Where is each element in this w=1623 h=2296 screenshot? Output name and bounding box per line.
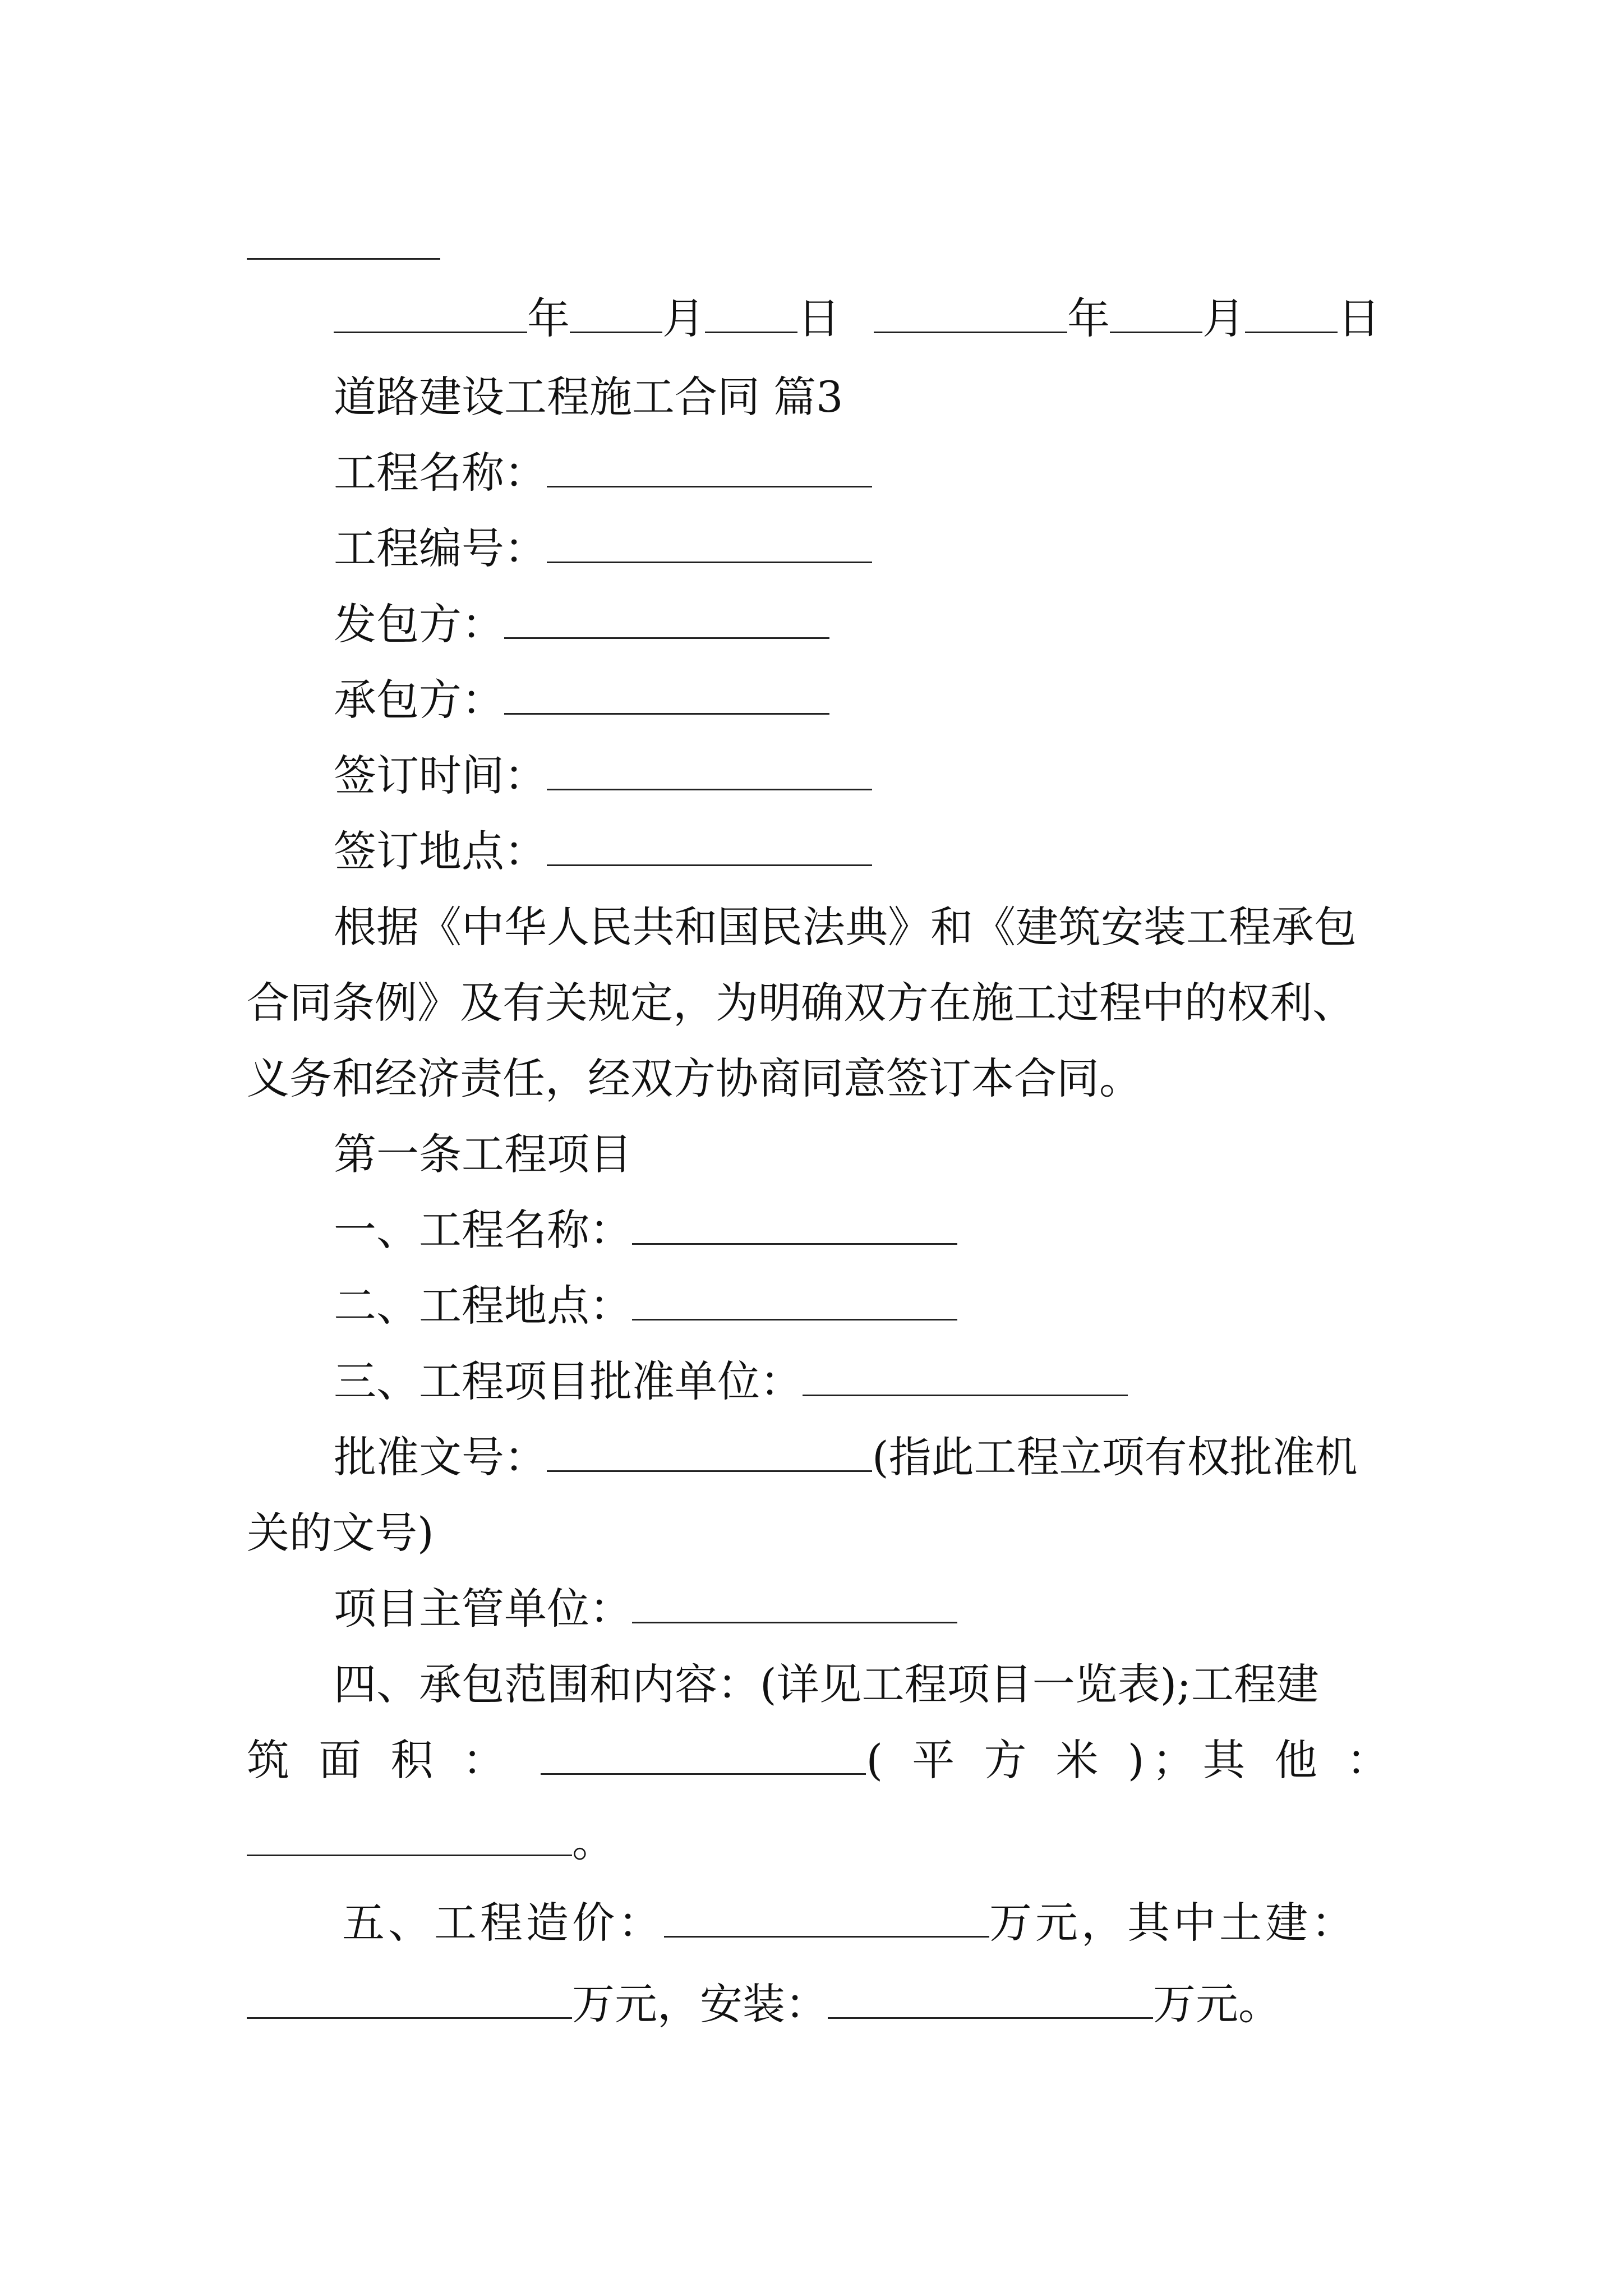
cost-unit-2: 万元，安装：	[572, 1979, 828, 2029]
article-1-item-5-line-1	[342, 1898, 1357, 1952]
year-blank-2	[874, 298, 1067, 333]
month-blank-2	[1110, 298, 1202, 333]
article-1-item-4-line-3	[247, 1816, 615, 1871]
month-blank-1	[570, 298, 662, 333]
article-1-item-3	[334, 1356, 1128, 1411]
day-blank-1	[705, 298, 797, 333]
item-label: 一、工程名称：	[334, 1205, 632, 1255]
cost-install-blank	[828, 1984, 1153, 2019]
top-signature-blank	[247, 236, 440, 260]
field-label: 签订时间：	[334, 751, 547, 800]
day-blank-2	[1245, 298, 1338, 333]
month-label-1: 月	[662, 293, 705, 343]
field-blank	[547, 755, 872, 790]
item-blank	[632, 1209, 957, 1245]
other-blank	[247, 1821, 572, 1856]
supervising-dept-line	[334, 1584, 957, 1638]
approval-note-line-2: 关的文号)	[247, 1508, 434, 1558]
article-1-item-4-line-2	[247, 1735, 1397, 1789]
field-blank	[547, 528, 872, 563]
approval-note: (指此工程立项有权批准机	[872, 1432, 1358, 1482]
field-blank	[504, 604, 829, 639]
article-1-title: 第一条工程项目	[334, 1129, 632, 1179]
date-row	[334, 293, 1380, 348]
preamble-line-1: 根据《中华人民共和国民法典》和《建筑安装工程承包	[334, 902, 1357, 952]
preamble-line-3: 义务和经济责任，经双方协商同意签订本合同。	[247, 1053, 1142, 1103]
field-signing-place	[334, 826, 872, 881]
item-label: 二、工程地点：	[334, 1281, 632, 1331]
article-1-item-4-line-1: 四、承包范围和内容：(详见工程项目一览表);工程建	[334, 1659, 1319, 1709]
field-employer	[334, 599, 829, 654]
field-blank	[547, 452, 872, 487]
cost-label: 五、工程造价：	[342, 1898, 664, 1948]
item-blank	[803, 1361, 1128, 1396]
area-label: 筑 面 积 ：	[247, 1735, 513, 1785]
field-label: 签订地点：	[334, 826, 547, 876]
cost-total-blank	[664, 1902, 989, 1938]
year-label-2: 年	[1067, 293, 1110, 343]
field-project-number	[334, 523, 872, 578]
field-label: 承包方：	[334, 675, 504, 725]
day-label-1: 日	[797, 293, 840, 343]
year-label-1: 年	[527, 293, 570, 343]
item-label: 三、工程项目批准单位：	[334, 1356, 803, 1406]
field-contractor	[334, 675, 829, 729]
area-unit: ( 平 方 米 )；其 他 ：	[866, 1735, 1397, 1785]
approval-number-line	[334, 1432, 1358, 1487]
area-blank	[541, 1740, 866, 1775]
document-heading: 道路建设工程施工合同 篇3	[334, 372, 843, 422]
dept-label: 项目主管单位：	[334, 1584, 632, 1634]
article-1-item-5-line-2	[247, 1979, 1281, 2033]
year-blank-1	[334, 298, 527, 333]
field-signing-time	[334, 751, 872, 805]
cost-unit-3: 万元。	[1153, 1979, 1281, 2029]
field-label: 发包方：	[334, 599, 504, 649]
article-1-item-1	[334, 1205, 957, 1259]
dept-blank	[632, 1588, 957, 1623]
item-blank	[632, 1285, 957, 1320]
cost-civil-blank	[247, 1984, 572, 2019]
cost-unit-1: 万元，其中土建：	[989, 1898, 1357, 1948]
field-label: 工程名称：	[334, 448, 547, 498]
month-label-2: 月	[1202, 293, 1245, 343]
approval-label: 批准文号：	[334, 1432, 547, 1482]
field-label: 工程编号：	[334, 523, 547, 573]
preamble-line-2: 合同条例》及有关规定，为明确双方在施工过程中的权利、	[247, 978, 1355, 1028]
day-label-2: 日	[1338, 293, 1380, 343]
field-blank	[547, 831, 872, 866]
item-4-end: 。	[572, 1816, 615, 1866]
approval-blank	[547, 1437, 872, 1472]
article-1-item-2	[334, 1281, 957, 1335]
field-blank	[504, 679, 829, 715]
field-project-name	[334, 448, 872, 502]
